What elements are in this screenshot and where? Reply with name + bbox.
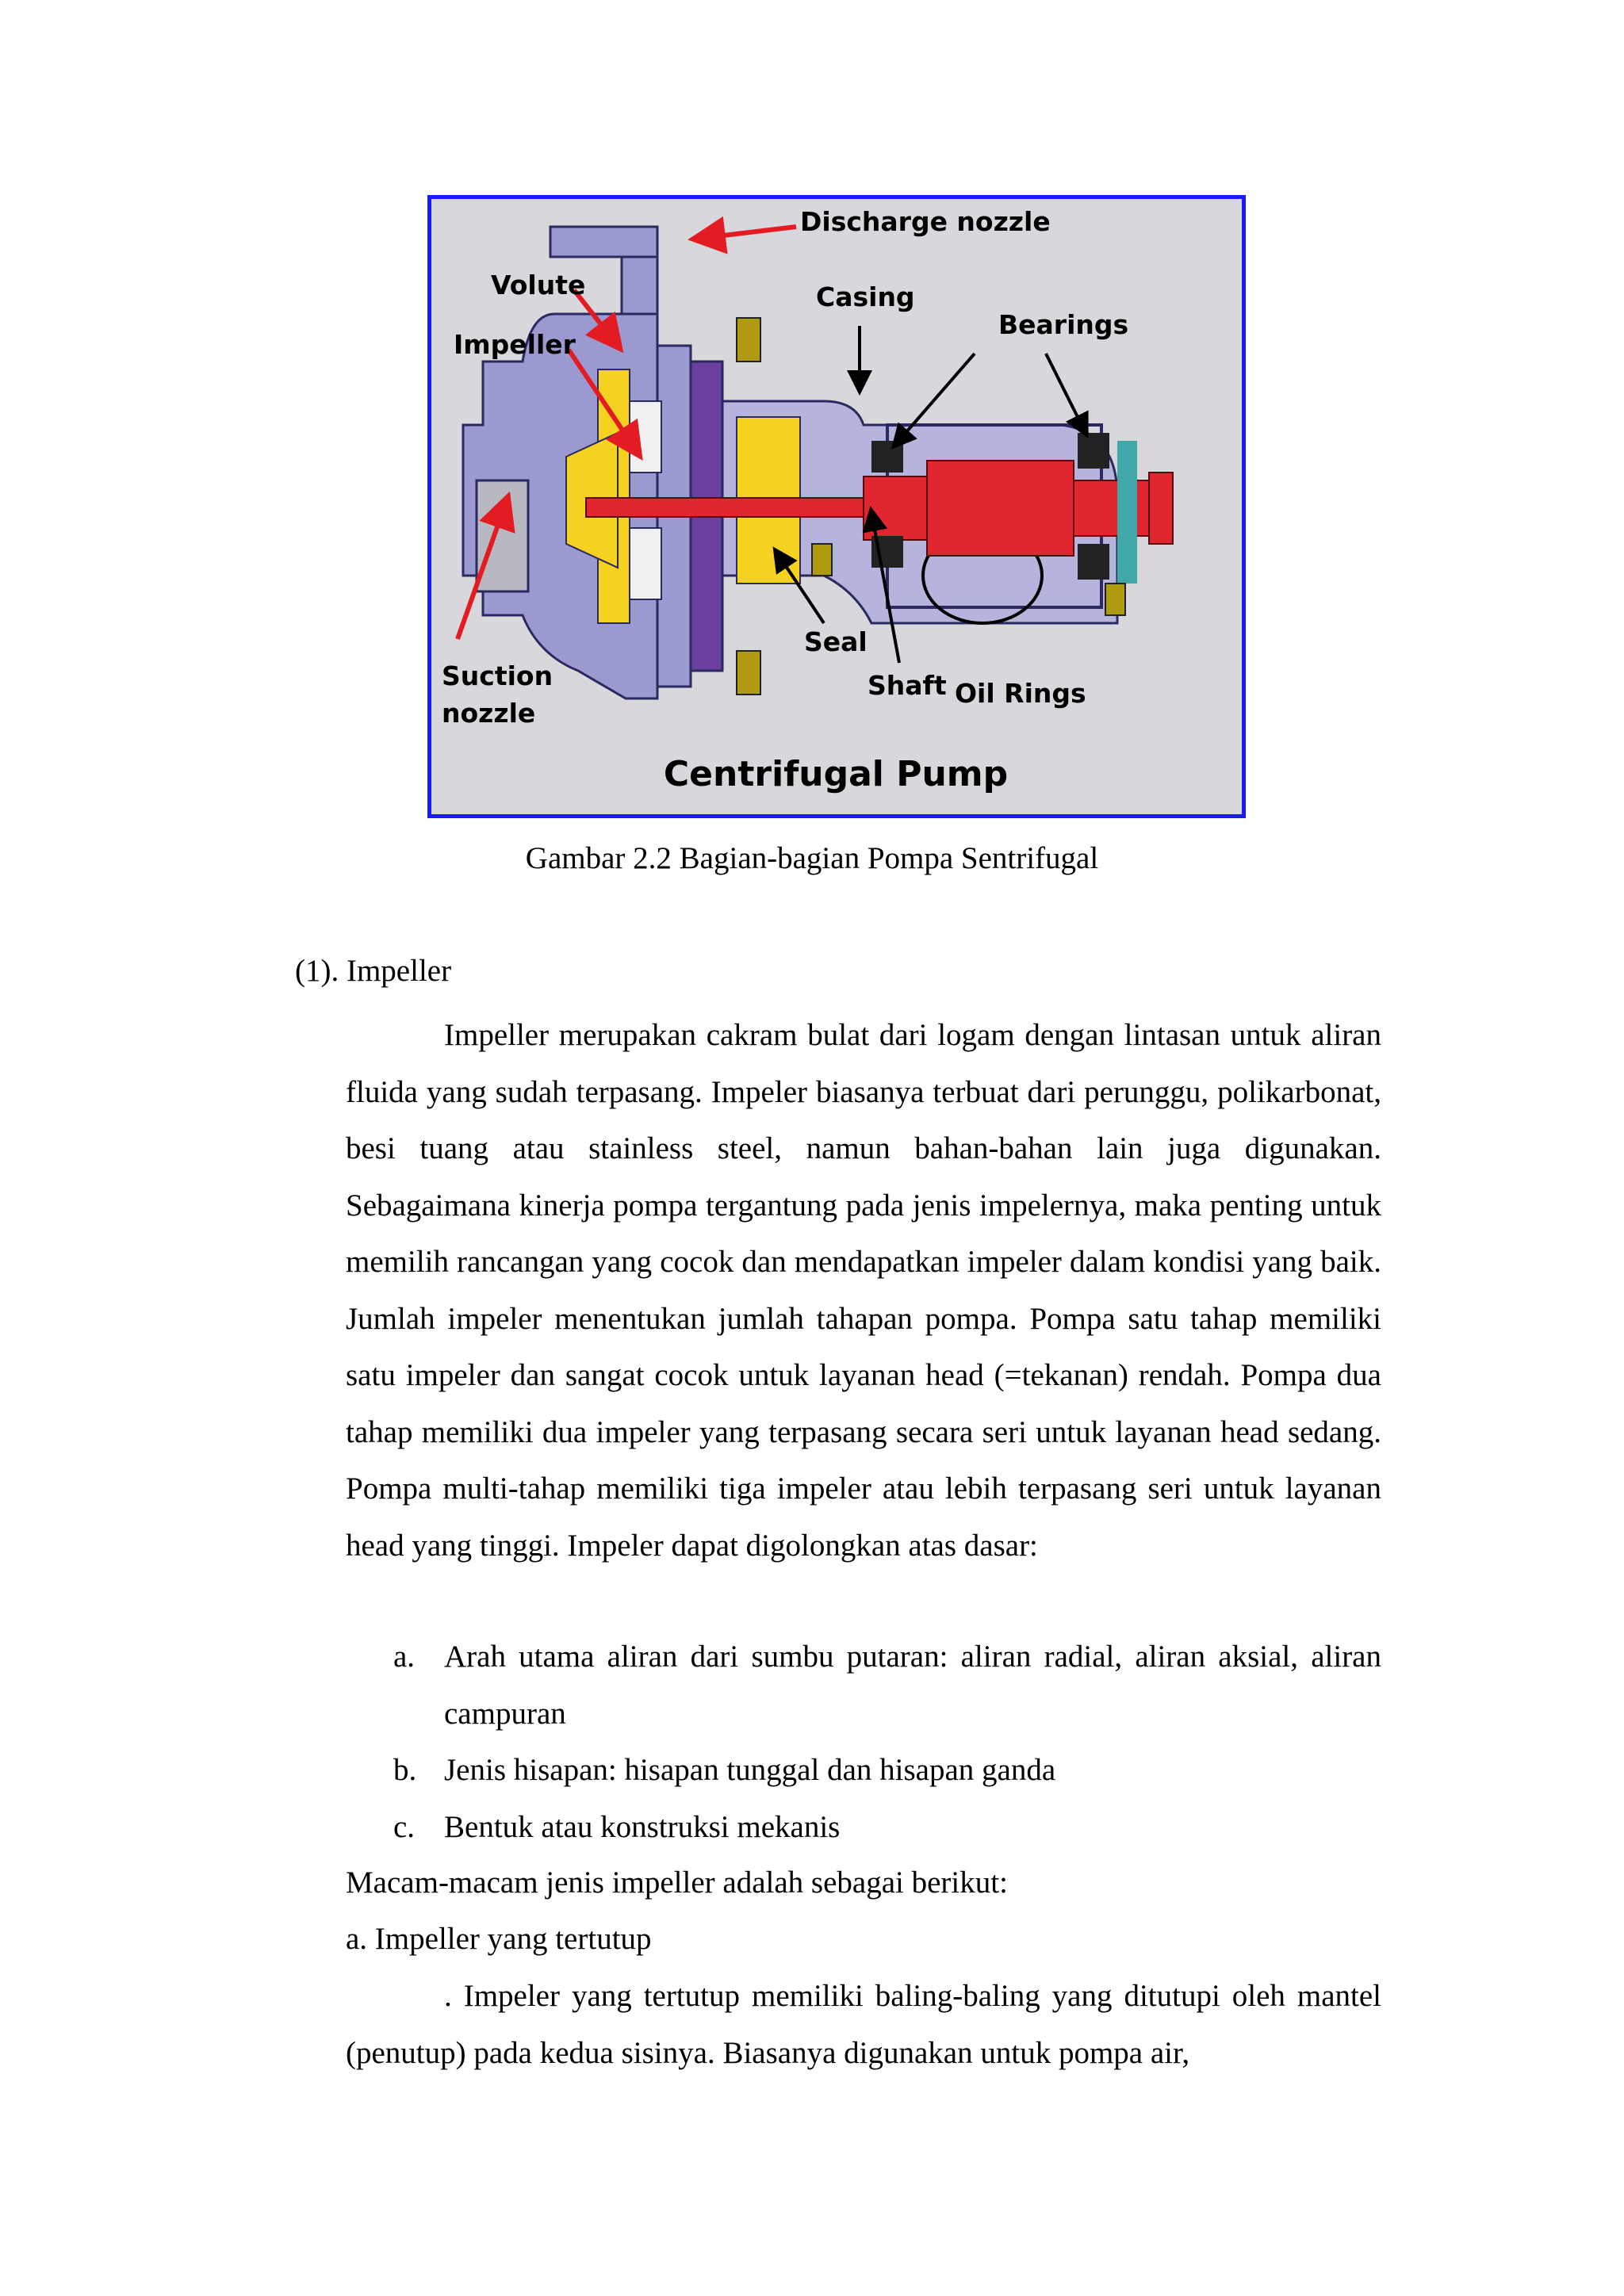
types-intro: Macam-macam jenis impeller adalah sebagai berikut: xyxy=(346,1866,1008,1900)
list-text: Jenis hisapan: hisapan tunggal dan hisapan ganda xyxy=(444,1753,1056,1787)
list-marker: b. xyxy=(393,1753,417,1787)
label-volute: Volute xyxy=(491,270,586,300)
label-oil-rings: Oil Rings xyxy=(955,678,1086,709)
list-marker: a. xyxy=(393,1640,416,1674)
figure-title: Centrifugal Pump xyxy=(663,754,1009,794)
list-text: Arah utama aliran dari sumbu putaran: aliran radial, aliran aksial, aliran campuran xyxy=(444,1640,1381,1731)
label-discharge-nozzle: Discharge nozzle xyxy=(800,206,1051,237)
paragraph-impeller-intro: Impeller merupakan cakram bulat dari logam dengan lintasan untuk aliran fluida yang sudah terpasang. Impeler biasanya terbuat dari perunggu, polikarbonat, besi tuang atau stainless steel, namun bahan-bahan lain juga digunakan. Sebagaimana kinerja pompa tergantung pada jenis impelernya, maka penting untuk memilih rancangan yang cocok dan mendapatkan impeler dalam kondisi yang baik. Jumlah impeler menentukan jumlah tahapan pompa. Pompa satu tahap memiliki satu impeler dan sangat cocok untuk layanan head (=tekanan) rendah. Pompa dua tahap memiliki dua impeler yang terpasang secara seri untuk layanan head sedang. Pompa multi-tahap memiliki tiga impeler atau lebih terpasang seri untuk layanan head yang tinggi. Impeler dapat digolongkan atas dasar: xyxy=(346,1018,1381,1563)
list-item xyxy=(393,1799,1381,1856)
pump-diagram xyxy=(427,195,1246,818)
list-item xyxy=(393,1628,1381,1742)
list-text: Bentuk atau konstruksi mekanis xyxy=(444,1809,841,1844)
label-impeller: Impeller xyxy=(454,329,576,360)
paragraph-closed-impeller: . Impeler yang tertutup memiliki baling-baling yang ditutupi oleh mantel (penutup) pada kedua sisinya. Biasanya digunakan untuk pompa air, xyxy=(346,1979,1381,2070)
label-bearings: Bearings xyxy=(998,309,1129,340)
suction-passage xyxy=(477,480,528,591)
label-casing: Casing xyxy=(816,281,915,312)
classification-list xyxy=(393,1628,1381,1855)
list-item xyxy=(393,1742,1381,1799)
label-suction-line1: Suction xyxy=(442,660,553,691)
list-marker: c. xyxy=(393,1809,416,1844)
label-suction-line2: nozzle xyxy=(442,698,536,729)
figure-caption: Gambar 2.2 Bagian-bagian Pompa Sentrifugal xyxy=(525,841,1099,875)
section-heading: (1). Impeller xyxy=(295,954,452,988)
centrifugal-pump-figure xyxy=(427,195,1246,818)
label-seal: Seal xyxy=(804,626,868,657)
subheading-closed-impeller: a. Impeller yang tertutup xyxy=(346,1922,652,1956)
label-shaft: Shaft xyxy=(868,670,947,701)
